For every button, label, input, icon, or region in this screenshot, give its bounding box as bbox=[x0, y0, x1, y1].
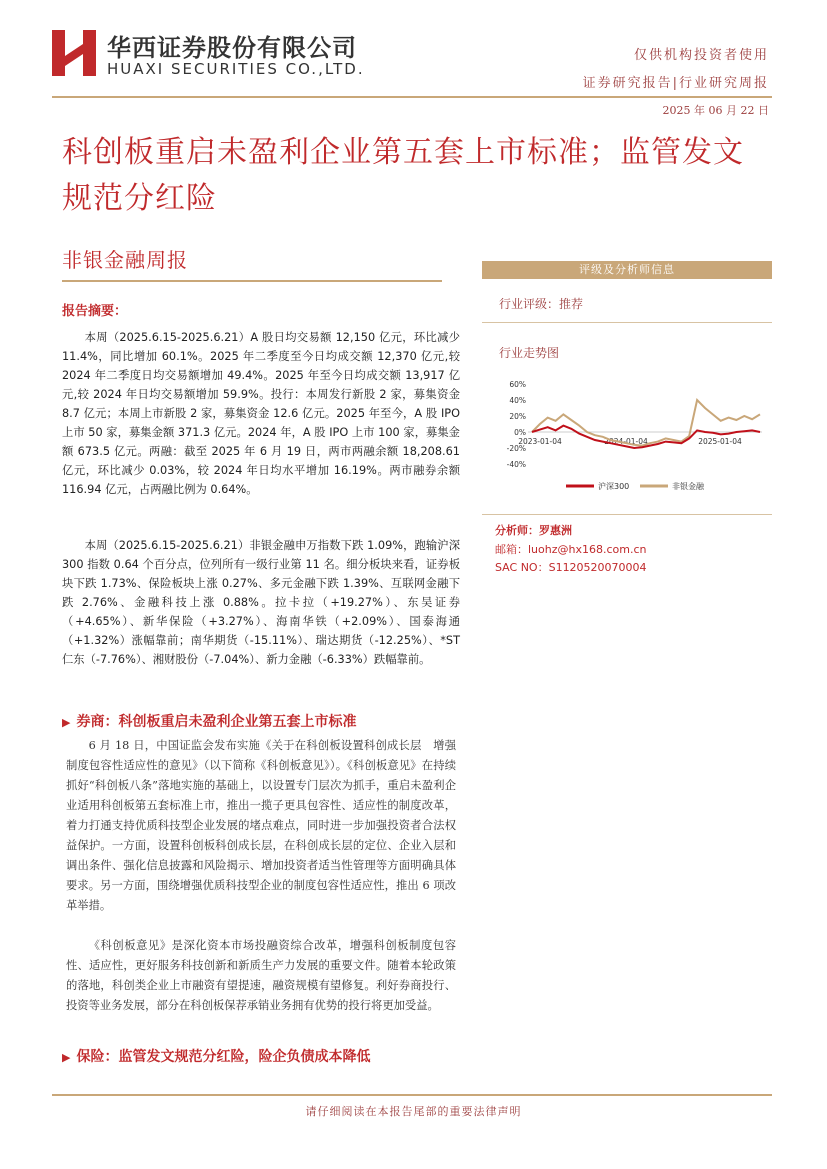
y-tick-label: 20% bbox=[509, 412, 526, 421]
section-paragraph: 《科创板意见》是深化资本市场投融资综合改革，增强科创板制度包容性、适应性，更好服务科技创新和新质生产力发展的重要文件。随着本轮政策的落地，科创类企业上市融资有望提速，融资规模有望修复。利好券商投行、投资等业务发展，部分在科创板保荐承销业务拥有优势的投行将更加受益。 bbox=[66, 939, 456, 1012]
industry-rating: 行业评级：推荐 bbox=[499, 297, 584, 311]
section-heading-text: 保险：监管发文规范分红险，险企负债成本降低 bbox=[76, 1049, 371, 1065]
analyst-sac-number: SAC NO：S1120520070004 bbox=[495, 561, 647, 574]
summary-paragraph-market: 本周（2025.6.15-2025.6.21）A 股日均交易额 12,150 亿元，环比减少 11.4%，同比增加 60.1%。2025 年二季度至今日均成交额 12,370 亿元,较 2024 年二季度日均交易额增加 49.4%。2025 年至今日均成交额 13,917 亿元,较 2024 年日均交易额增加 59.9%。投行：本周发行新股 2 家，募集资金 8.7 亿元；本周上市新股 2 家，募集资金 12.6 亿元。2025 年至今，A 股 IPO 上市 50 家，募集金额 371.3 亿元。2024 年，A 股 IPO 上市 100 家，募集金额 673.5 亿元。两融：截至 2025 年 6 月 19 日，两市两融余额 18,208.61 亿元，环比减少 0.03%，较 2024 年日均水平增加 16.19%。两市融券余额 116.94 亿元，占两融比例为 0.64%。 bbox=[62, 331, 460, 496]
footer-divider bbox=[52, 1094, 772, 1096]
company-logo bbox=[52, 30, 96, 76]
summary-paragraph-index: 本周（2025.6.15-2025.6.21）非银金融申万指数下跌 1.09%，跑输沪深 300 指数 0.64 个百分点，位列所有一级行业第 11 名。细分板块来看，证券板块下跌 1.73%、保险板块上涨 0.27%、多元金融下跌 1.39%、互联网金融下跌 2.76%、金融科技上涨 0.88%。拉卡拉（+19.27%）、东吴证券（+4.65%）、新华保险（+3.27%）、海南华铁（+2.09%）、国泰海通（+1.32%）涨幅靠前；南华期货（-15.11%）、瑞达期货（-12.25%）、*ST 仁东（-7.76%）、湘财股份（-7.04%）、新力金融（-6.33%）跌幅靠前。 bbox=[62, 539, 460, 666]
analyst-name: 分析师：罗惠洲 bbox=[495, 524, 572, 537]
legend-label: 非银金融 bbox=[672, 482, 704, 491]
x-tick-label: 2024-01-04 bbox=[604, 437, 648, 446]
section-heading-brokers bbox=[62, 711, 356, 731]
company-name-cn: 华西证券股份有限公司 bbox=[107, 34, 357, 62]
header-divider bbox=[52, 96, 772, 98]
x-tick-label: 2025-01-04 bbox=[698, 437, 742, 446]
audience-notice: 仅供机构投资者使用 bbox=[633, 48, 769, 63]
y-tick-label: 40% bbox=[509, 396, 526, 405]
report-title: 科创板重启未盈利企业第五套上市标准；监管发文规范分红险 bbox=[62, 135, 744, 216]
chart-legend bbox=[566, 481, 705, 491]
trend-chart-label: 行业走势图 bbox=[499, 346, 560, 360]
analyst-email: 邮箱：luohz@hx168.com.cn bbox=[495, 543, 647, 556]
y-tick-label: -20% bbox=[506, 444, 526, 453]
industry-trend-chart bbox=[482, 372, 772, 502]
section-heading-text: 券商：科创板重启未盈利企业第五套上市标准 bbox=[76, 714, 357, 730]
sidebar-divider bbox=[482, 322, 772, 323]
summary-heading: 报告摘要： bbox=[62, 304, 128, 319]
report-subtitle: 非银金融周报 bbox=[62, 248, 188, 272]
sidebar-banner: 评级及分析师信息 bbox=[482, 261, 772, 279]
triangle-bullet-icon: ▶ bbox=[62, 1051, 71, 1064]
report-type: 证券研究报告|行业研究周报 bbox=[582, 76, 769, 91]
footer-disclaimer: 请仔细阅读在本报告尾部的重要法律声明 bbox=[305, 1105, 522, 1118]
y-tick-label: 0% bbox=[514, 428, 526, 437]
legend-label: 沪深300 bbox=[598, 482, 630, 491]
y-axis-ticks bbox=[507, 380, 526, 469]
report-date: 2025 年 06 月 22 日 bbox=[662, 104, 769, 117]
x-tick-label: 2023-01-04 bbox=[518, 437, 562, 446]
company-name-en: HUAXI SECURITIES CO.,LTD. bbox=[107, 60, 365, 78]
y-tick-label: 60% bbox=[509, 380, 526, 389]
section-heading-insurance bbox=[62, 1046, 370, 1066]
y-tick-label: -40% bbox=[506, 460, 526, 469]
section-paragraph: 6 月 18 日，中国证监会发布实施《关于在科创板设置科创成长层 增强制度包容性适应性的意见》（以下简称《科创板意见》）。《科创板意见》在持续抓好“科创板八条”落地实施的基础上，以设置专门层次为抓手，重启未盈利企业适用科创板第五套标准上市，推出一揽子更具包容性、适应性的制度改革，着力打通支持优质科技型企业发展的堵点难点，同时进一步加强投资者合法权益保护。一方面，设置科创板科创成长层，在科创成长层的定位、企业入层和调出条件、强化信息披露和风险揭示、增加投资者适当性管理等方面明确具体要求。另一方面，围绕增强优质科技型企业的制度包容性适应性，推出 6 项改革举措。 bbox=[66, 739, 456, 912]
subtitle-divider bbox=[62, 280, 442, 282]
triangle-bullet-icon: ▶ bbox=[62, 716, 71, 729]
sidebar-divider bbox=[482, 514, 772, 515]
